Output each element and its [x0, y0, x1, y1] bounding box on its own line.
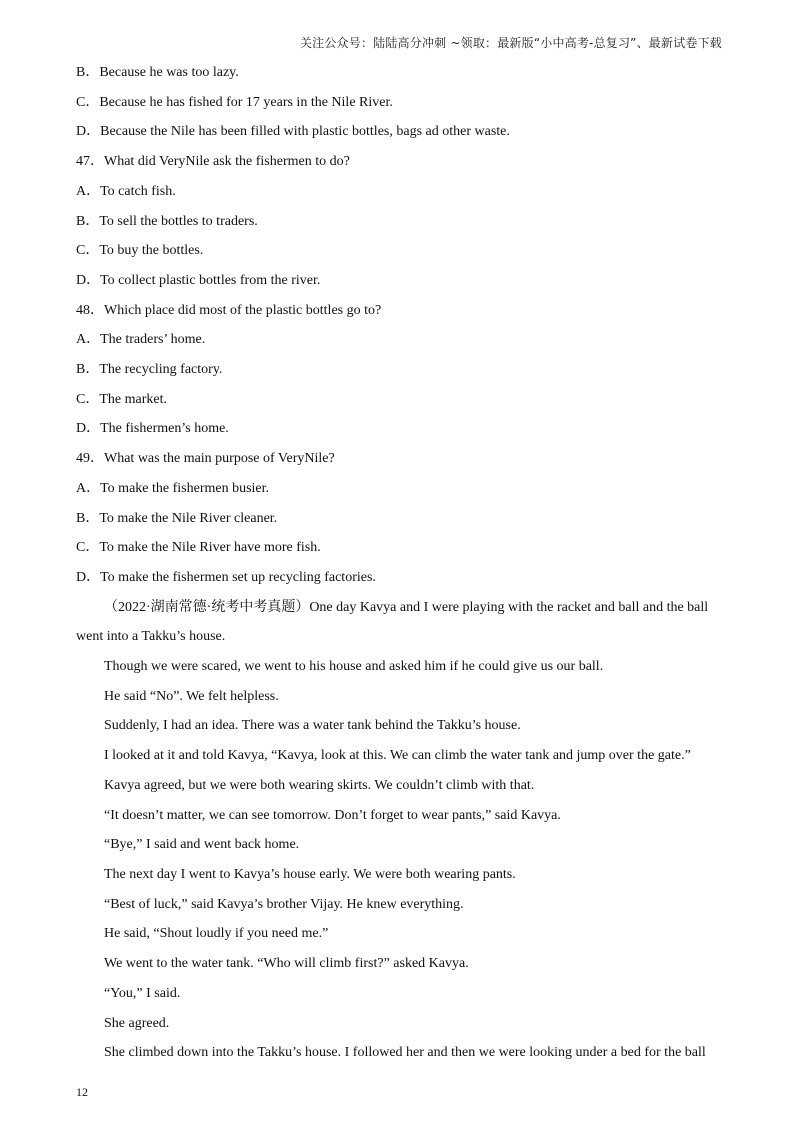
page-header: 关注公众号：陆陆高分冲刺 ~领取：最新版“小中高考-总复习”、最新试卷下载 [299, 36, 722, 50]
passage-paragraph: “It doesn’t matter, we can see tomorrow. Don’t forget to wear pants,” said Kavya. [104, 807, 561, 823]
passage-paragraph: The next day I went to Kavya’s house early. We were both wearing pants. [104, 866, 516, 882]
option-47-b: B．To sell the bottles to traders. [76, 213, 258, 229]
passage-paragraph: Though we were scared, we went to his house and asked him if he could give us our ball. [104, 659, 604, 675]
passage-paragraph: He said “No”. We felt helpless. [104, 688, 279, 704]
option-47-a: A．To catch fish. [76, 183, 176, 199]
passage-paragraph: “You,” I said. [104, 985, 181, 1001]
option-48-b: B．The recycling factory. [76, 362, 223, 378]
passage-paragraph: “Bye,” I said and went back home. [104, 837, 300, 853]
page-number: 12 [76, 1085, 88, 1099]
question-47: 47．What did VeryNile ask the fishermen to do? [76, 154, 350, 170]
option-46-c: C．Because he has fished for 17 years in the Nile River. [76, 94, 393, 110]
document-body [76, 58, 726, 1068]
option-49-d: D．To make the fishermen set up recycling factories. [76, 569, 376, 585]
option-47-c: C．To buy the bottles. [76, 243, 204, 259]
passage-paragraph: Kavya agreed, but we were both wearing skirts. We couldn’t climb with that. [104, 777, 535, 793]
option-48-a: A．The traders’ home. [76, 332, 206, 348]
passage-paragraph: He said, “Shout loudly if you need me.” [104, 926, 329, 942]
passage-paragraph: “Best of luck,” said Kavya’s brother Vijay. He knew everything. [104, 896, 464, 912]
passage-paragraph: She climbed down into the Takku’s house. I followed her and then we were looking under a bed for the ball [104, 1045, 706, 1061]
option-49-c: C．To make the Nile River have more fish. [76, 540, 321, 556]
question-48: 48．Which place did most of the plastic bottles go to? [76, 302, 382, 318]
passage-paragraph: She agreed. [104, 1015, 170, 1031]
passage-paragraph: Suddenly, I had an idea. There was a water tank behind the Takku’s house. [104, 718, 521, 734]
passage-intro-line-2: went into a Takku’s house. [76, 629, 226, 645]
passage-paragraph: We went to the water tank. “Who will climb first?” asked Kavya. [104, 956, 469, 972]
passage-intro-line-1: （2022·湖南常德·统考中考真题）One day Kavya and I were playing with the racket and ball and the ball [104, 599, 709, 615]
option-48-d: D．The fishermen’s home. [76, 421, 229, 437]
option-46-d: D．Because the Nile has been filled with plastic bottles, bags ad other waste. [76, 124, 510, 140]
option-46-b: B．Because he was too lazy. [76, 65, 239, 80]
option-47-d: D．To collect plastic bottles from the river. [76, 272, 321, 288]
passage-paragraph: I looked at it and told Kavya, “Kavya, look at this. We can climb the water tank and jump over the gate.” [104, 748, 691, 764]
option-49-a: A．To make the fishermen busier. [76, 480, 270, 496]
option-48-c: C．The market. [76, 391, 167, 407]
option-49-b: B．To make the Nile River cleaner. [76, 510, 278, 526]
question-49: 49．What was the main purpose of VeryNile? [76, 451, 335, 467]
